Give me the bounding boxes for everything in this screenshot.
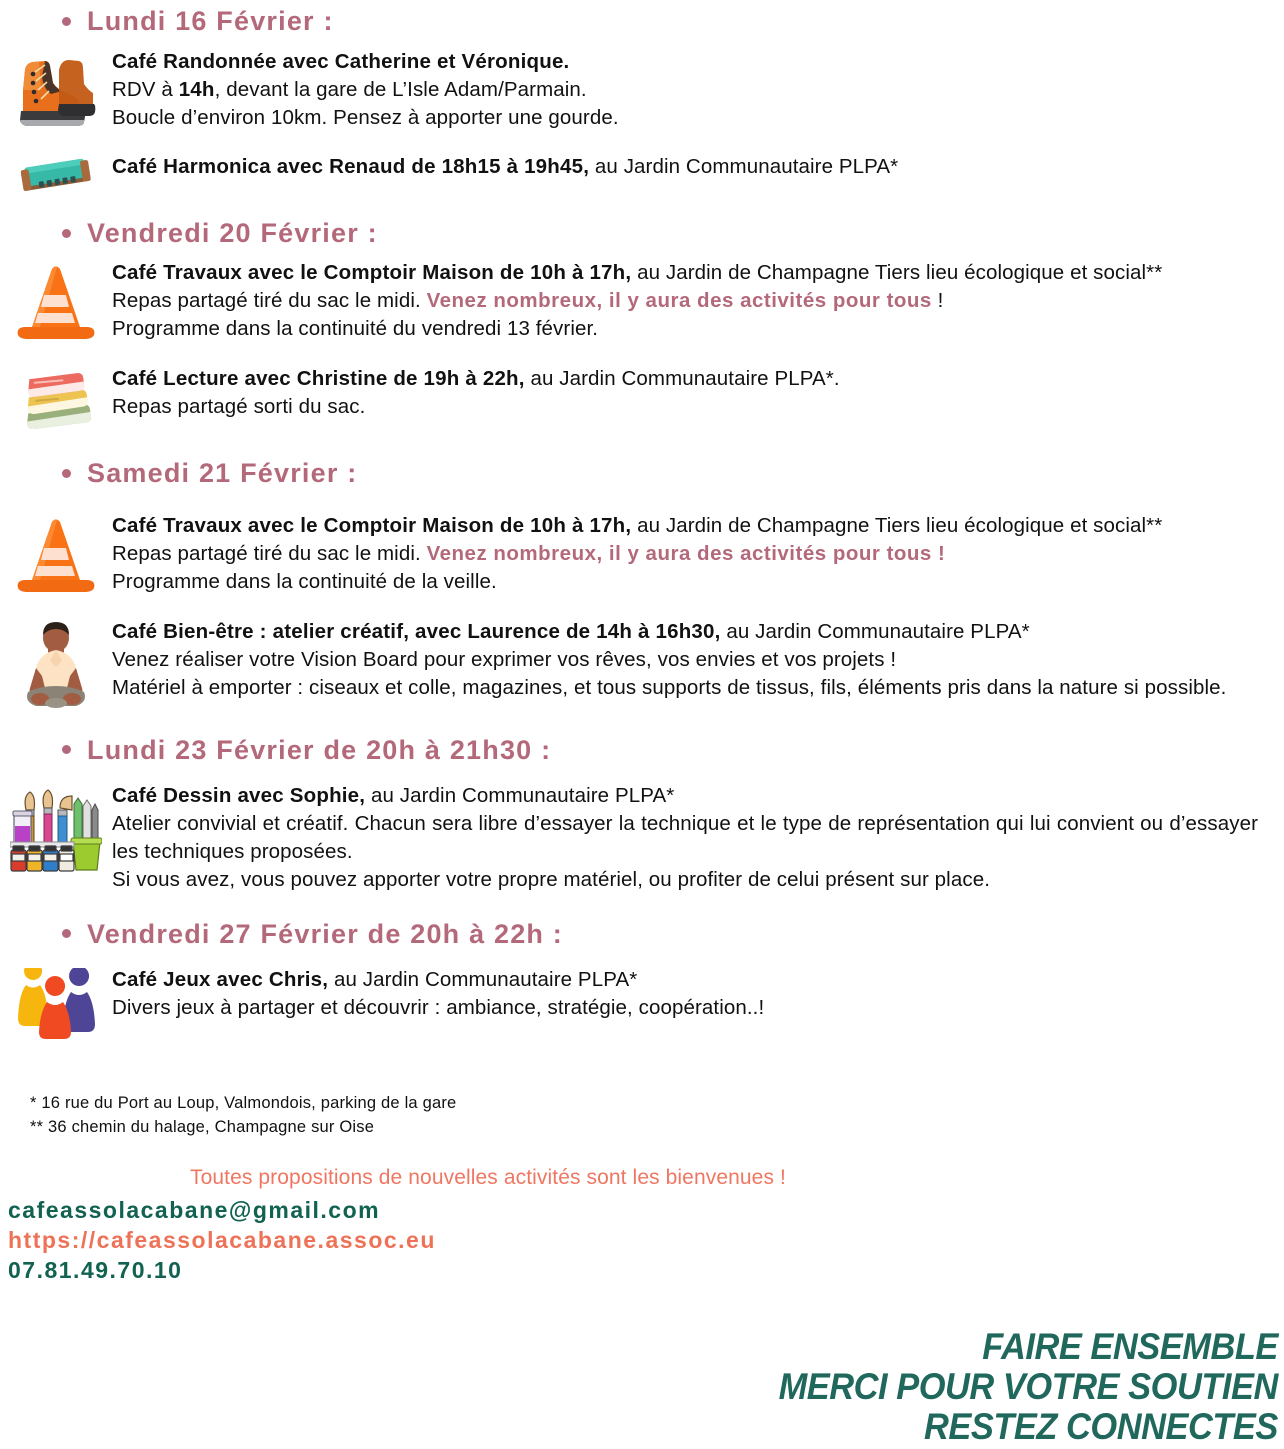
- traffic-cone-icon: [0, 512, 112, 596]
- event-line: Café Bien-être : atelier créatif, avec Laurence de 14h à 16h30, au Jardin Communautaire PLPA*: [112, 619, 1030, 643]
- event-cafe-bien-etre: [0, 618, 1284, 712]
- event-text: [112, 512, 1284, 596]
- day-heading-label: Lundi 23 Février de 20h à 21h30 :: [87, 734, 552, 765]
- event-line: Si vous avez, vous pouvez apporter votre propre matériel, ou profiter de celui présent sur place.: [112, 867, 990, 891]
- bullet-icon: [62, 469, 71, 478]
- event-text: [112, 782, 1284, 894]
- harmonica-icon: [0, 153, 112, 199]
- welcome-message: Toutes propositions de nouvelles activités sont les bienvenues !: [190, 1165, 786, 1189]
- day-heading-label: Vendredi 27 Février de 20h à 22h :: [87, 918, 564, 949]
- slogan-line-2: MERCI POUR VOTRE SOUTIEN: [778, 1366, 1278, 1408]
- day-heading-label: Samedi 21 Février :: [87, 458, 358, 489]
- event-cafe-travaux-20: [0, 259, 1284, 343]
- event-line: Divers jeux à partager et découvrir : ambiance, stratégie, coopération..!: [112, 995, 765, 1019]
- event-line: Boucle d’environ 10km. Pensez à apporter une gourde.: [112, 106, 619, 130]
- day-heading-vendredi-20: [0, 217, 1284, 249]
- bullet-icon: [62, 745, 71, 754]
- day-heading-label: Vendredi 20 Février :: [87, 218, 378, 249]
- event-text: [112, 365, 1284, 421]
- event-cafe-dessin: [0, 782, 1284, 894]
- event-text: [112, 259, 1284, 343]
- bullet-icon: [62, 17, 71, 26]
- slogan-line-3: RESTEZ CONNECTES: [924, 1406, 1278, 1448]
- event-line: Venez réaliser votre Vision Board pour exprimer vos rêves, vos envies et vos projets !: [112, 647, 897, 671]
- contact-website[interactable]: https://cafeassolacabane.assoc.eu: [8, 1226, 436, 1253]
- meditation-person-icon: [0, 618, 112, 712]
- event-line: Repas partagé sorti du sac.: [112, 395, 366, 419]
- game-pawns-icon: [0, 966, 112, 1040]
- hiking-boots-icon: [0, 48, 112, 128]
- event-line: Atelier convivial et créatif. Chacun sera libre d’essayer la technique et le type de représentation qui lui convient ou d’essayer les techniques proposées.: [112, 812, 1258, 863]
- event-line: Programme dans la continuité de la veille.: [112, 569, 497, 593]
- day-heading-samedi-21: [0, 457, 1284, 489]
- event-line: Café Harmonica avec Renaud de 18h15 à 19h45, au Jardin Communautaire PLPA*: [112, 155, 899, 179]
- event-line: Repas partagé tiré du sac le midi. Venez nombreux, il y aura des activités pour tous !: [112, 541, 946, 565]
- footnote-item: ** 36 chemin du halage, Champagne sur Oise: [30, 1118, 375, 1136]
- event-line: Café Travaux avec le Comptoir Maison de 10h à 17h, au Jardin de Champagne Tiers lieu écologique et social**: [112, 513, 1163, 537]
- event-text: [112, 966, 1284, 1022]
- contact-phone[interactable]: 07.81.49.70.10: [8, 1256, 183, 1283]
- bullet-icon: [62, 929, 71, 938]
- day-heading-lundi-16: [0, 0, 1284, 37]
- event-line: Café Randonnée avec Catherine et Véronique.: [112, 50, 570, 74]
- day-heading-lundi-23: [0, 734, 1284, 766]
- event-text: [112, 153, 1284, 181]
- event-cafe-jeux: [0, 966, 1284, 1040]
- event-line: Café Dessin avec Sophie, au Jardin Communautaire PLPA*: [112, 784, 675, 808]
- event-line: Matériel à emporter : ciseaux et colle, magazines, et tous supports de tissus, fils, éléments pris dans la nature si possible.: [112, 675, 1227, 699]
- traffic-cone-icon: [0, 259, 112, 343]
- footnote-item: * 16 rue du Port au Loup, Valmondois, parking de la gare: [30, 1094, 457, 1113]
- contact-email[interactable]: cafeassolacabane@gmail.com: [8, 1196, 381, 1223]
- event-cafe-travaux-21: [0, 512, 1284, 596]
- event-text: [112, 618, 1284, 702]
- event-line: Programme dans la continuité du vendredi 13 février.: [112, 317, 599, 341]
- event-text: [112, 48, 1284, 132]
- art-supplies-icon: [0, 782, 112, 874]
- books-icon: [0, 365, 112, 429]
- slogan-line-1: FAIRE ENSEMBLE: [982, 1326, 1278, 1368]
- event-cafe-randonnee: [0, 48, 1284, 132]
- event-line: Repas partagé tiré du sac le midi. Venez nombreux, il y aura des activités pour tous !: [112, 289, 944, 313]
- event-line: Café Travaux avec le Comptoir Maison de 10h à 17h, au Jardin de Champagne Tiers lieu écologique et social**: [112, 261, 1163, 285]
- slogan-block: [779, 1327, 1278, 1447]
- event-cafe-lecture: [0, 365, 1284, 429]
- day-heading-vendredi-27: [0, 918, 1284, 950]
- event-line: RDV à 14h, devant la gare de L’Isle Adam/Parmain.: [112, 78, 587, 102]
- event-line: Café Lecture avec Christine de 19h à 22h, au Jardin Communautaire PLPA*.: [112, 367, 840, 391]
- event-cafe-harmonica: [0, 153, 1284, 199]
- day-heading-label: Lundi 16 Février :: [87, 6, 334, 36]
- bullet-icon: [62, 229, 71, 238]
- contact-block: [0, 1196, 1284, 1286]
- footnotes: [0, 1092, 1284, 1140]
- event-line: Café Jeux avec Chris, au Jardin Communautaire PLPA*: [112, 968, 638, 992]
